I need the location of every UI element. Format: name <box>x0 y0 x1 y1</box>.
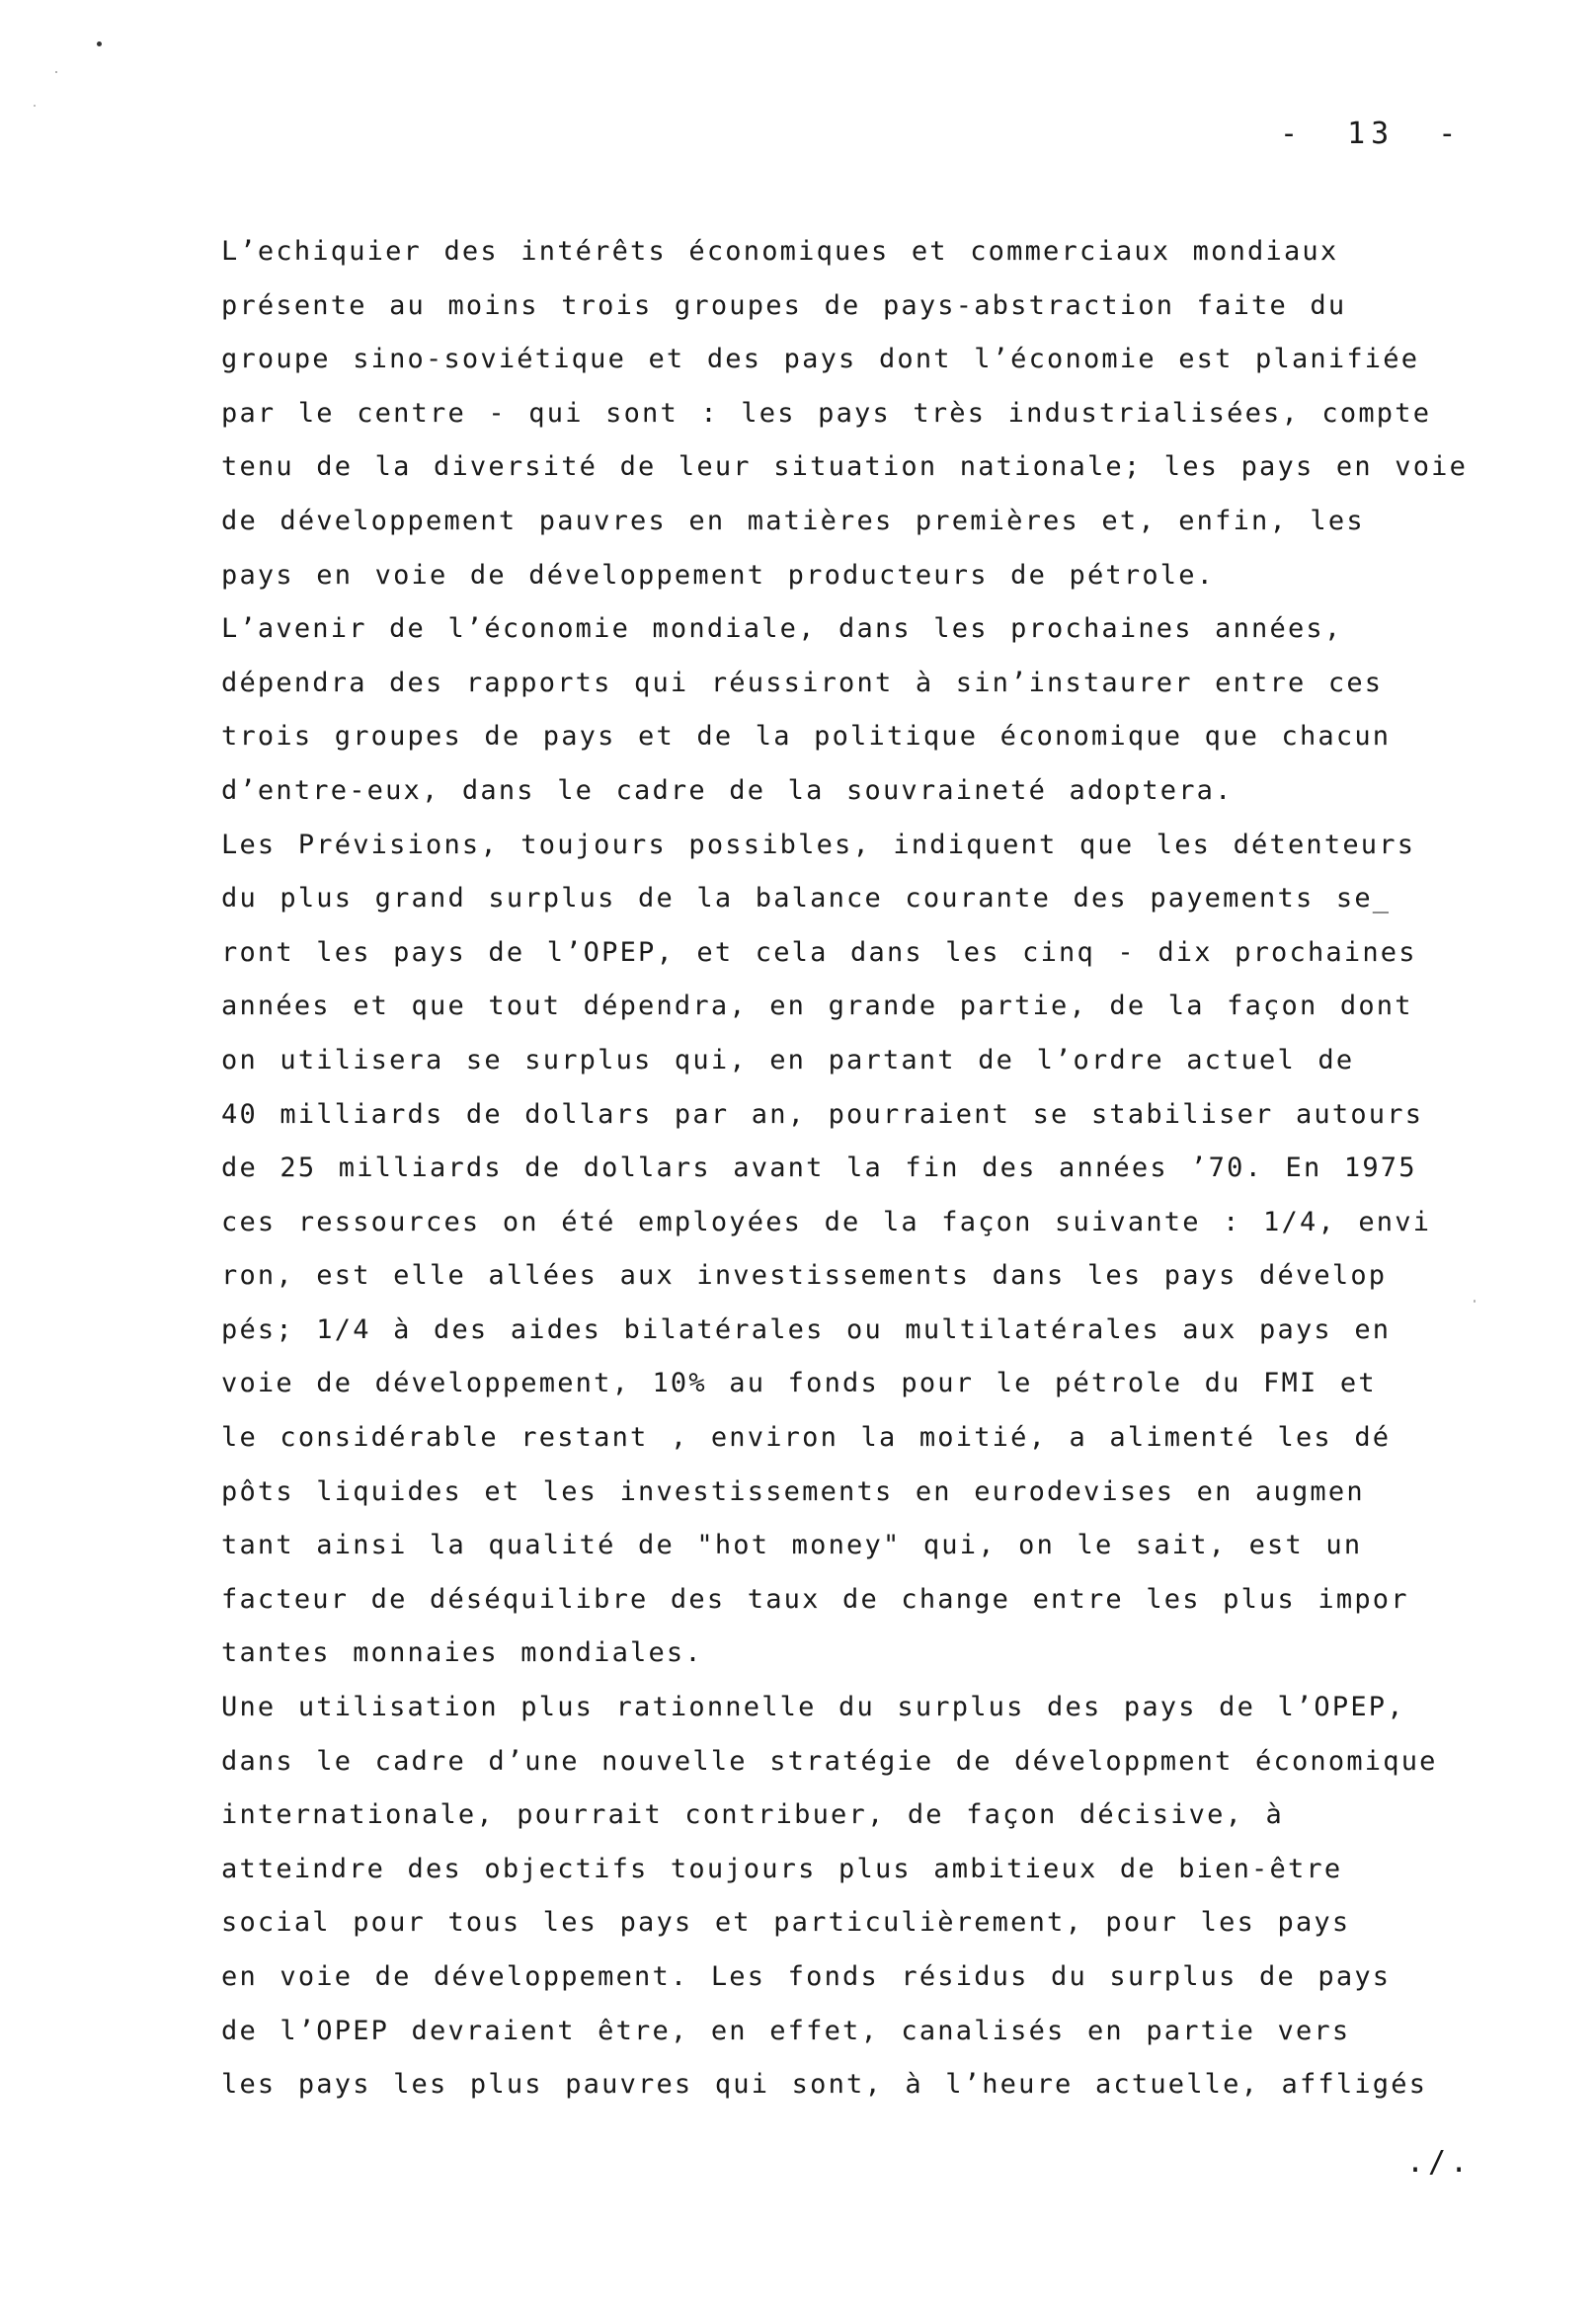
text-line: pays en voie de développement producteurs de pétrole. <box>221 559 1216 591</box>
text-line: L’echiquier des intérêts économiques et commerciaux mondiaux <box>221 236 1339 267</box>
page-number: - 13 - <box>1280 117 1463 151</box>
text-line: de 25 milliards de dollars avant la fin des années ’70. En 1975 <box>221 1153 1417 1184</box>
text-line: groupe sino-soviétique et des pays dont l’économie est planifiée <box>221 344 1420 375</box>
text-line: d’entre-eux, dans le cadre de la souvraineté adoptera. <box>221 774 1234 806</box>
text-line: de développement pauvres en matières premières et, enfin, les <box>221 505 1365 536</box>
text-line <box>221 2112 1545 2167</box>
text-line: trois groupes de pays et de la politique économique que chacun <box>221 721 1392 753</box>
text-line: de l’OPEP devraient être, en effet, canalisés en partie vers <box>221 2015 1351 2046</box>
text-line: pôts liquides et les investissements en eurodevises en augmen <box>221 1475 1365 1507</box>
text-line: dans le cadre d’une nouvelle stratégie de développment économique <box>221 1745 1438 1777</box>
text-line: ces ressources on été employées de la façon suivante : 1/4, envi <box>221 1206 1432 1237</box>
text-line: du plus grand surplus de la balance courante des payements se_ <box>221 883 1392 915</box>
text-line: on utilisera se surplus qui, en partant de l’ordre actuel de <box>221 1044 1355 1075</box>
text-line: les pays les plus pauvres qui sont, à l’heure actuelle, affligés <box>221 2069 1428 2101</box>
text-line: 40 milliards de dollars par an, pourraient se stabiliser autours <box>221 1098 1424 1130</box>
text-line: pés; 1/4 à des aides bilatérales ou multilatérales aux pays en <box>221 1313 1392 1345</box>
text-line: dépendra des rapports qui réussiront à sin’instaurer entre ces <box>221 667 1384 698</box>
text-line: voie de développement, 10% au fonds pour le pétrole du FMI et <box>221 1368 1377 1399</box>
text-line: Une utilisation plus rationnelle du surplus des pays de l’OPEP, <box>221 1692 1405 1723</box>
text-line: internationale, pourrait contribuer, de façon décisive, à <box>221 1799 1284 1831</box>
text-line: tant ainsi la qualité de "hot money" qui, on le sait, est un <box>221 1530 1363 1561</box>
text-line: ron, est elle allées aux investissements dans les pays dévelop <box>221 1260 1388 1292</box>
continuation-mark: ./. <box>1406 2145 1473 2180</box>
text-line: L’avenir de l’économie mondiale, dans les prochaines années, <box>221 613 1343 645</box>
text-line: par le centre - qui sont : les pays très industrialisées, compte <box>221 397 1432 429</box>
text-line: années et que tout dépendra, en grande partie, de la façon dont <box>221 991 1413 1022</box>
text-line: social pour tous les pays et particulièrement, pour les pays <box>221 1907 1351 1939</box>
text-line: ront les pays de l’OPEP, et cela dans les cinq - dix prochaines <box>221 936 1417 968</box>
scan-speck-dot <box>34 105 36 107</box>
body-text <box>221 225 1545 2166</box>
scan-speck-dot <box>55 71 57 73</box>
text-line: Les Prévisions, toujours possibles, indiquent que les détenteurs <box>221 829 1416 860</box>
scan-speck-dot <box>97 41 102 46</box>
text-line: en voie de développement. Les fonds résidus du surplus de pays <box>221 1961 1392 1992</box>
text-line: atteindre des objectifs toujours plus ambitieux de bien-être <box>221 1853 1343 1884</box>
text-line: facteur de déséquilibre des taux de change entre les plus impor <box>221 1583 1409 1615</box>
text-line: présente au moins trois groupes de pays-abstraction faite du <box>221 289 1347 321</box>
text-line: le considérable restant , environ la moitié, a alimenté les dé <box>221 1422 1392 1454</box>
text-line: tenu de la diversité de leur situation nationale; les pays en voie <box>221 451 1469 483</box>
text-line: tantes monnaies mondiales. <box>221 1637 703 1669</box>
